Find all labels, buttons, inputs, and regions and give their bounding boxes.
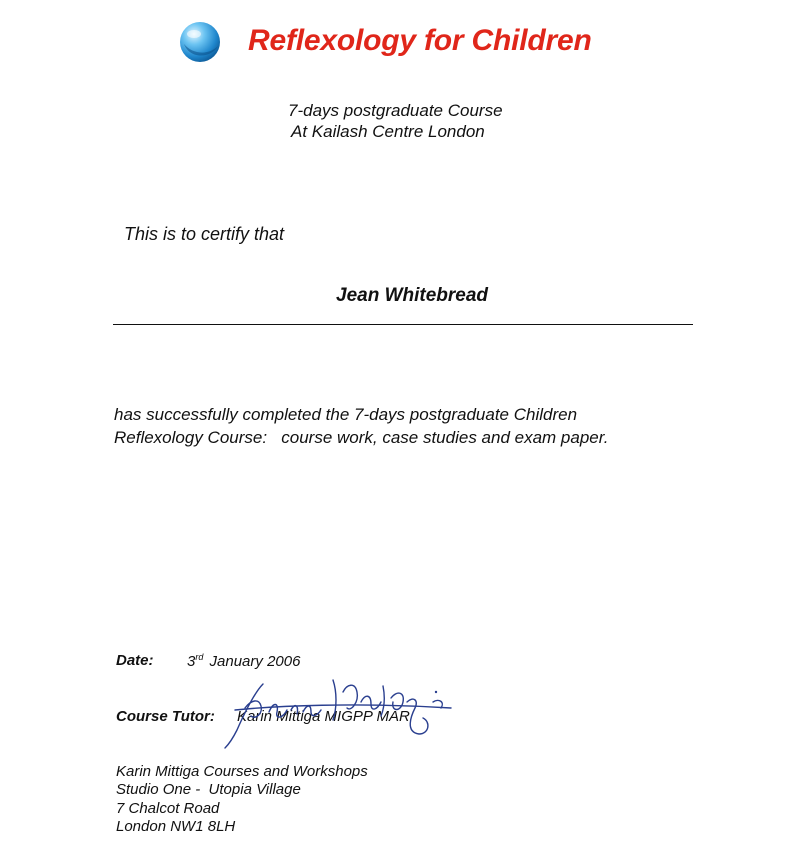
address-line-3: 7 Chalcot Road	[116, 800, 220, 817]
completion-text-line-2: Reflexology Course: course work, case studies and exam paper.	[114, 428, 609, 447]
date-value	[187, 652, 300, 670]
course-tutor-name: Karin Mittiga MIGPP MAR	[237, 708, 410, 725]
name-underline	[113, 324, 693, 325]
date-label: Date:	[116, 652, 154, 669]
certificate-title: Reflexology for Children	[248, 24, 592, 57]
date-month-year: January 2006	[209, 653, 301, 670]
course-subtitle-line-2: At Kailash Centre London	[291, 122, 485, 141]
date-day: 3	[187, 653, 196, 670]
course-subtitle-line-1: 7-days postgraduate Course	[288, 101, 503, 120]
certify-intro: This is to certify that	[124, 224, 285, 244]
course-tutor-label: Course Tutor:	[116, 708, 215, 725]
date-ordinal-suffix: rd	[195, 652, 204, 662]
address-line-1: Karin Mittiga Courses and Workshops	[116, 763, 368, 780]
address-line-4: London NW1 8LH	[116, 818, 236, 835]
address-line-2: Studio One - Utopia Village	[116, 781, 301, 798]
recipient-name: Jean Whitebread	[336, 285, 489, 306]
globe-icon	[178, 20, 222, 64]
completion-text-line-1: has successfully completed the 7-days postgraduate Children	[114, 405, 578, 424]
